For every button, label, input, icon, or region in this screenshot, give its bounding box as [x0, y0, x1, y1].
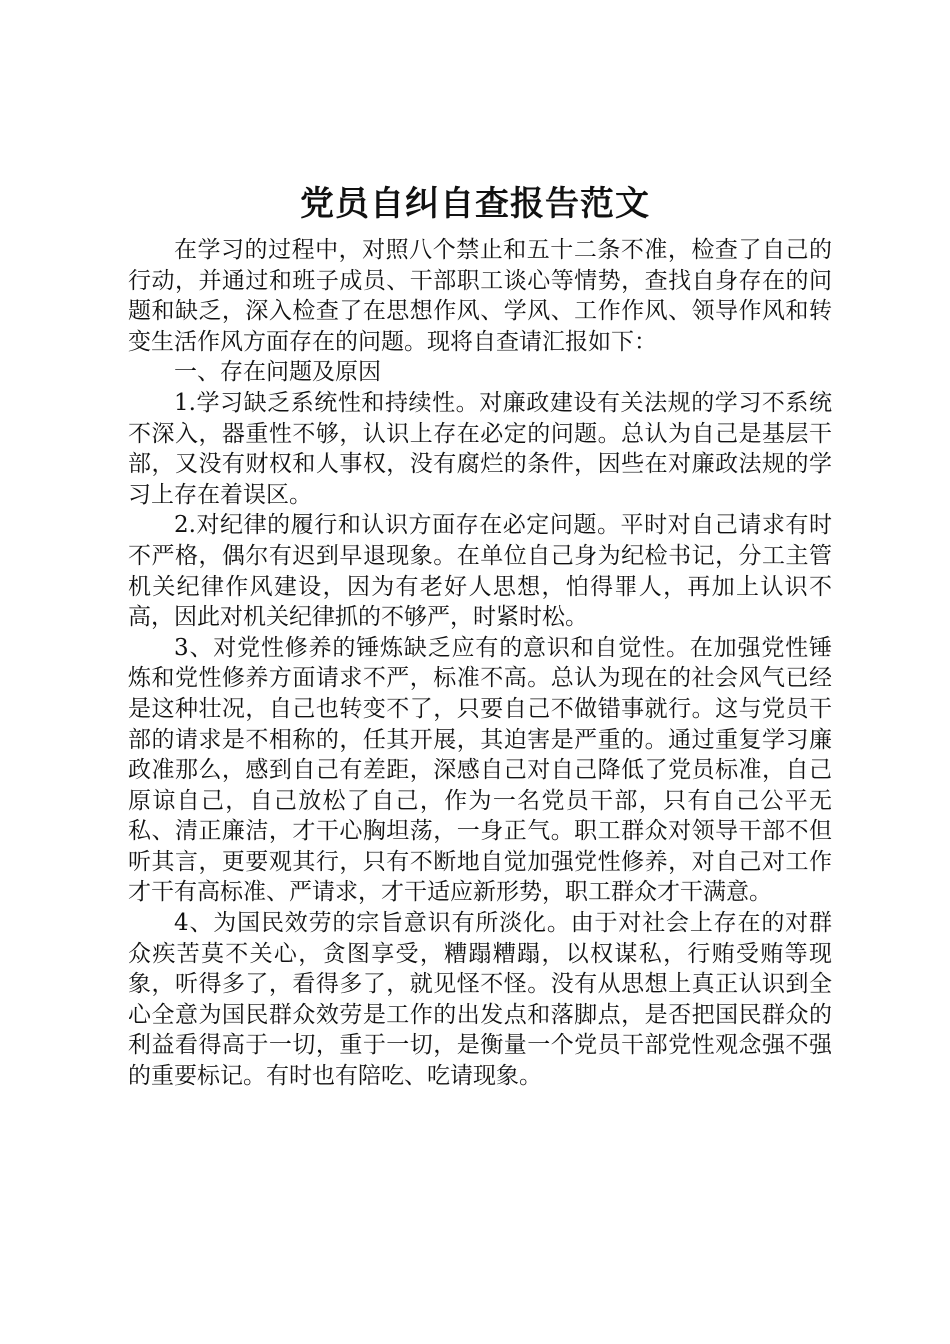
- document-body: [128, 235, 832, 1092]
- paragraph-item-4: 4、为国民效劳的宗旨意识有所淡化。由于对社会上存在的对群众疾苦莫不关心，贪图享受，糟蹋糟蹋，以权谋私，行贿受贿等现象，听得多了，看得多了，就见怪不怪。没有从思想上真正认识到全心全意为国民群众效劳是工作的出发点和落脚点，是否把国民群众的利益看得高于一切，重于一切，是衡量一个党员干部党性观念强不强的重要标记。有时也有陪吃、吃请现象。: [128, 910, 832, 1090]
- paragraph-item-2: 2.对纪律的履行和认识方面存在必定问题。平时对自己请求有时不严格，偶尔有迟到早退现象。在单位自己身为纪检书记，分工主管机关纪律作风建设，因为有老好人思想，怕得罪人，再加上认识不高，因此对机关纪律抓的不够严，时紧时松。: [128, 512, 832, 631]
- document-title: 党员自纠自查报告范文: [300, 184, 650, 224]
- section-heading: 一、存在问题及原因: [174, 359, 381, 386]
- paragraph-intro: 在学习的过程中，对照八个禁止和五十二条不准，检查了自己的行动，并通过和班子成员、干部职工谈心等情势，查找自身存在的问题和缺乏，深入检查了在思想作风、学风、工作作风、领导作风和转变生活作风方面存在的问题。现将自查请汇报如下：: [128, 237, 832, 355]
- paragraph-item-1: 1.学习缺乏系统性和持续性。对廉政建设有关法规的学习不系统不深入，器重性不够，认识上存在必定的问题。总认为自己是基层干部，又没有财权和人事权，没有腐烂的条件，因些在对廉政法规的学习上存在着误区。: [128, 389, 832, 508]
- paragraph-item-3: 3、对党性修养的锤炼缺乏应有的意识和自觉性。在加强党性锤炼和党性修养方面请求不严，标准不高。总认为现在的社会风气已经是这种壮况，自己也转变不了，只要自己不做错事就行。这与党员干部的请求是不相称的，任其开展，其迫害是严重的。通过重复学习廉政准那么，感到自己有差距，深感自己对自己降低了党员标准，自己原谅自己，自己放松了自己，作为一名党员干部，只有自己公平无私、清正廉洁，才干心胸坦荡，一身正气。职工群众对领导干部不但听其言，更要观其行，只有不断地自觉加强党性修养，对自己对工作才干有高标准、严请求，才干适应新形势，职工群众才干满意。: [128, 634, 832, 906]
